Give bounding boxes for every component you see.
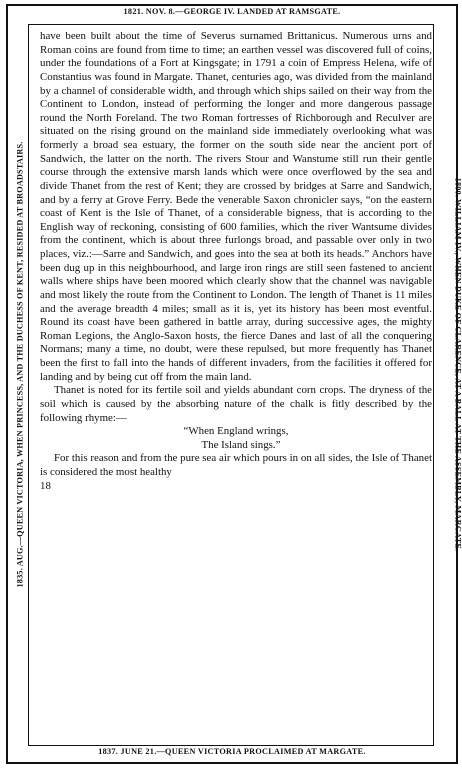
left-margin-note: 1835. AUG.—QUEEN VICTORIA, WHEN PRINCESS, AND THE DUCHESS OF KENT, RESIDED AT BROADSTAIRS. [15,141,25,588]
paragraph: have been built about the time of Severus surnamed Brittanicus. Numerous urns and Roman coins are found from time to time; an earthen vessel was discovered full of coins, under the foundations of a Fort at Kingsgate; in 1791 a coin of Empress Helena, wife of Constantius was found in Margate. Thanet, centuries ago, was divided from the mainland by a channel of considerable width, and through which ships sailed on their way from the Continent to London, instead of performing the longer and more dangerous passage round the North Foreland. The two Roman fortresses of Richborough and Reculver are situated on the rising ground on the mainland side immediately overlooking what was formerly a broad sea estuary, the former on the south side near the ancient port of Sandwich, the latter on the north. The rivers Stour and Wanstume still run their gentle course through the extensive marsh lands which were once overflowed by the sea and divide Thanet from the rest of Kent; they are crossed by bridges at Sarre and Sandwich, and by a ferry at Grove Ferry. Bede the venerable Saxon chronicler says, “on the eastern coast of Kent is the Isle of Thanet, of a considerable bigness, that is according to the English way of reckoning, consisting of 600 families, which the river Wantsume divides from the continent, which is about three furlongs broad, and passable over only in two places, viz.:—Sarre and Sandwich, and goes into the sea at both its heads.” Anchors have been dug up in this neighbourhood, and large iron rings are still seen fastened to ancient walls where ships have been moored which clearly show that the channel was navigable and most likely the route from the Continent to London. The length of Thanet is 11 miles and the average breadth 4 miles; small as it is, yet its history has been most eventful. Round its coast have been gathered in battle array, during successive ages, the mighty Roman Legions, the Anglo-Saxon hosts, the fierce Danes and last of all the conquering Normans; many a time, no doubt, were these repulsed, but more frequently has Thanet been the first to fall into the hands of different invaders, from the facilities it offered for landing and by being cut off from the main land. [40,30,432,383]
verse-line: The Island sings.” [201,438,281,451]
running-header: 1821. NOV. 8.—GEORGE IV. LANDED AT RAMSGATE. [123,7,341,16]
right-margin-note: 1800. WILLIAM IV., WHEN DUKE OF CLARENCE, AT A BALL AT THE ASSEMBLY, MARGATE. [453,177,462,552]
page-number: 18 [40,479,51,492]
running-footer: 1837. JUNE 21.—QUEEN VICTORIA PROCLAIMED AT MARGATE. [98,747,366,756]
verse [40,425,432,452]
verse-line: “When England wrings, [183,425,289,438]
paragraph: Thanet is noted for its fertile soil and yields abundant corn crops. The dryness of the soil which is caused by the absorbing nature of the chalk is fitly described by the following rhyme:— [40,384,432,424]
paragraph: For this reason and from the pure sea air which pours in on all sides, the Isle of Thanet is considered the most healthy [40,452,432,478]
page-body [40,30,432,493]
